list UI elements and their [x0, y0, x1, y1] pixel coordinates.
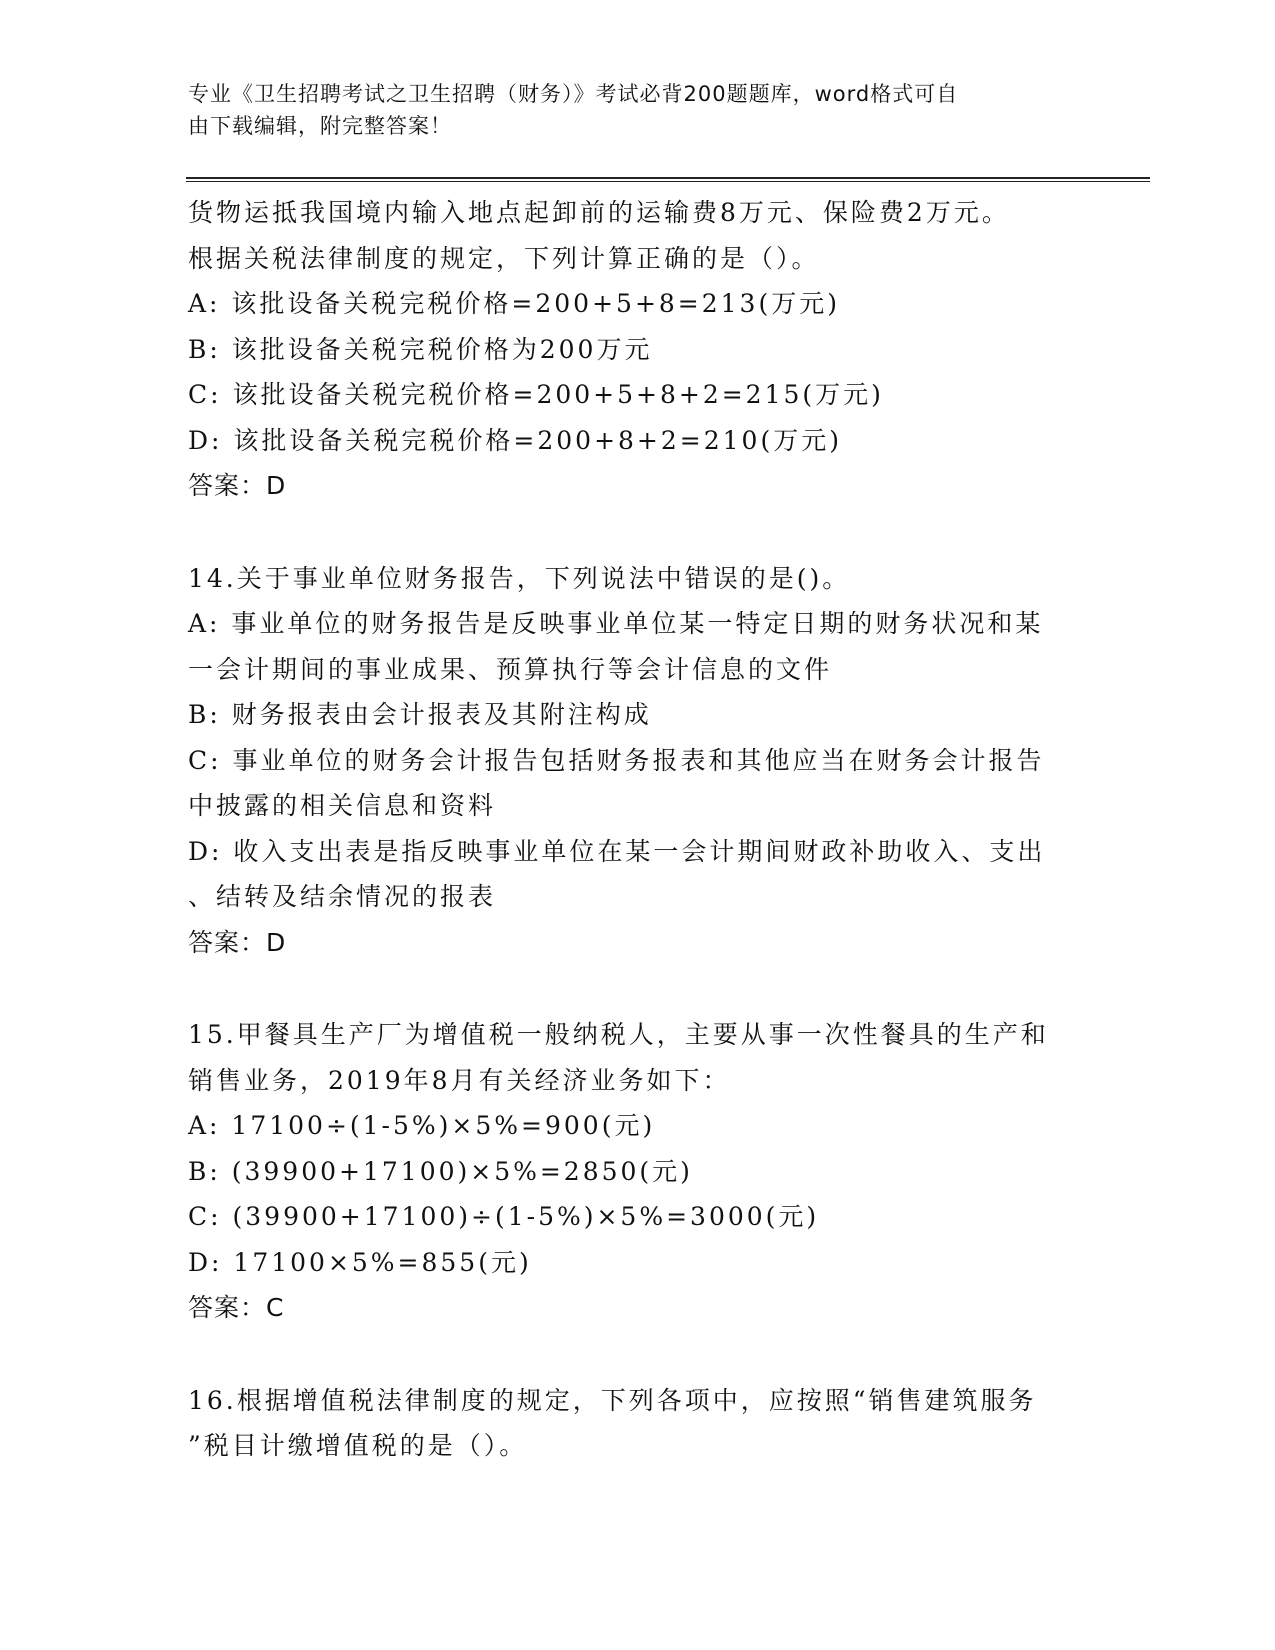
q16-stem-line-1: 16.根据增值税法律制度的规定，下列各项中，应按照“销售建筑服务: [188, 1385, 1037, 1415]
q15-option-b: B: (39900+17100)×5%=2850(元): [188, 1156, 693, 1186]
q14-option-a-line-2: 一会计期间的事业成果、预算执行等会计信息的文件: [188, 654, 833, 684]
spacer: [188, 965, 1078, 1012]
q14-option-a-line-1: A: 事业单位的财务报告是反映事业单位某一特定日期的财务状况和某: [188, 609, 1044, 638]
q14-option-c-line-1: C: 事业单位的财务会计报告包括财务报表和其他应当在财务会计报告: [188, 745, 1045, 775]
question-14: [188, 556, 1078, 966]
header-rule-thin: [186, 181, 1150, 182]
q14-option-d-line-1: D: 收入支出表是指反映事业单位在某一会计期间财政补助收入、支出: [188, 836, 1046, 866]
q15-answer: 答案：C: [188, 1293, 285, 1322]
spacer: [188, 1331, 1078, 1378]
question-13: [188, 190, 1078, 509]
q14-option-c-line-2: 中披露的相关信息和资料: [188, 791, 497, 820]
q15-option-c: C: (39900+17100)÷(1-5%)×5%=3000(元): [188, 1202, 820, 1231]
q14-answer: 答案：D: [188, 927, 287, 957]
header-line-2: 由下载编辑，附完整答案！: [188, 114, 452, 138]
q13-option-a: A: 该批设备关税完税价格=200+5+8=213(万元): [188, 289, 840, 318]
q13-option-b: B: 该批设备关税完税价格为200万元: [188, 334, 653, 364]
q13-stem-line-1: 货物运抵我国境内输入地点起卸前的运输费8万元、保险费2万元。: [188, 198, 1010, 227]
q14-option-b: B: 财务报表由会计报表及其附注构成: [188, 700, 652, 729]
q16-stem-line-2: ”税目计缴增值税的是（）。: [188, 1431, 528, 1460]
spacer: [188, 509, 1078, 556]
q15-stem-line-2: 销售业务，2019年8月有关经济业务如下：: [188, 1065, 731, 1095]
question-15: [188, 1012, 1078, 1331]
q13-option-c: C: 该批设备关税完税价格=200+5+8+2=215(万元): [188, 380, 884, 409]
header-rule-thick: [186, 177, 1150, 179]
q15-option-d: D: 17100×5%=855(元): [188, 1247, 532, 1277]
question-content: [188, 190, 1078, 1469]
q15-option-a: A: 17100÷(1-5%)×5%=900(元): [188, 1111, 656, 1140]
page-header: [188, 78, 1068, 142]
q13-stem-line-2: 根据关税法律制度的规定，下列计算正确的是（）。: [188, 243, 820, 273]
header-line-1: 专业《卫生招聘考试之卫生招聘（财务）》考试必背200题题库，word格式可自: [188, 82, 959, 106]
q13-option-d: D: 该批设备关税完税价格=200+8+2=210(万元): [188, 425, 842, 455]
q14-option-d-line-2: 、结转及结余情况的报表: [188, 882, 497, 911]
q14-stem: 14.关于事业单位财务报告，下列说法中错误的是()。: [188, 563, 851, 593]
q13-answer: 答案：D: [188, 471, 287, 500]
question-16: [188, 1378, 1078, 1469]
q15-stem-line-1: 15.甲餐具生产厂为增值税一般纳税人，主要从事一次性餐具的生产和: [188, 1020, 1049, 1049]
